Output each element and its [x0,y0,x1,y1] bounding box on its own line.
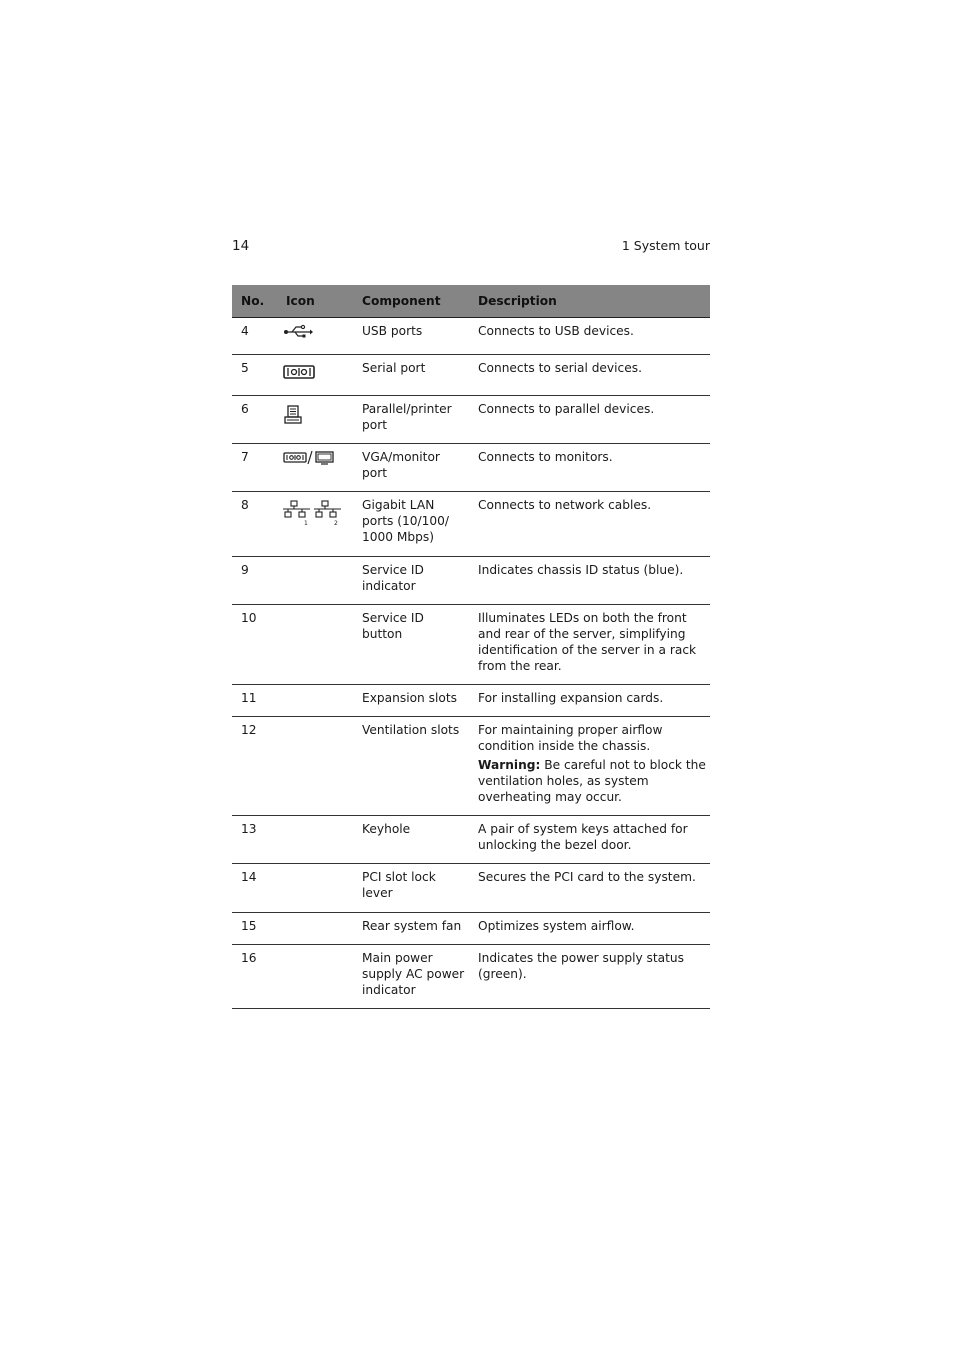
component-name: Gigabit LAN ports (10/100/ 1000 Mbps) [353,492,469,557]
icon-cell [277,557,353,605]
table-row [232,864,710,913]
component-name: Keyhole [353,816,469,864]
icon-cell [277,605,353,685]
component-name: Expansion slots [353,685,469,717]
component-description: Optimizes system airflow. [469,913,710,945]
component-name: VGA/monitor port [353,444,469,492]
icon-cell [277,318,353,355]
printer-icon [283,404,305,426]
component-name: PCI slot lock lever [353,864,469,913]
warning-note [478,757,706,805]
table-row [232,913,710,945]
row-number: 7 [232,444,277,492]
icon-cell [277,355,353,396]
icon-cell [277,913,353,945]
component-description: Connects to network cables. [469,492,710,557]
component-description: Connects to monitors. [469,444,710,492]
serial-port-icon [283,362,315,382]
row-number: 11 [232,685,277,717]
table-row [232,717,710,816]
icon-cell [277,396,353,444]
icon-cell [277,685,353,717]
row-number: 4 [232,318,277,355]
component-description: Illuminates LEDs on both the front and rear of the server, simplifying identification of the server in a rack from the rear. [469,605,710,685]
component-name: Service ID button [353,605,469,685]
vga-monitor-icon [283,450,335,466]
component-description: Secures the PCI card to the system. [469,864,710,913]
column-header-component: Component [353,285,469,318]
description-text: For maintaining proper airflow condition inside the chassis. [478,723,663,753]
component-description: A pair of system keys attached for unlocking the bezel door. [469,816,710,864]
table-row [232,605,710,685]
row-number: 13 [232,816,277,864]
component-name: Serial port [353,355,469,396]
row-number: 6 [232,396,277,444]
table-header-row [232,285,710,318]
column-header-no: No. [232,285,277,318]
component-name: Parallel/printer port [353,396,469,444]
row-number: 15 [232,913,277,945]
table-row [232,557,710,605]
table-row [232,355,710,396]
row-number: 12 [232,717,277,816]
icon-cell [277,717,353,816]
component-name: Service ID indicator [353,557,469,605]
table-row [232,396,710,444]
table-row [232,685,710,717]
row-number: 9 [232,557,277,605]
icon-cell [277,492,353,557]
component-description: Connects to parallel devices. [469,396,710,444]
component-name: Ventilation slots [353,717,469,816]
component-description: Indicates chassis ID status (blue). [469,557,710,605]
row-number: 5 [232,355,277,396]
table-row [232,816,710,864]
component-description: Connects to serial devices. [469,355,710,396]
running-header: 1 System tour [621,238,710,253]
component-description: Indicates the power supply status (green). [469,945,710,1009]
icon-cell [277,816,353,864]
lan-port-2-label: 2 [334,520,338,527]
page-number: 14 [232,238,250,254]
component-table [232,285,710,1009]
row-number: 8 [232,492,277,557]
component-name: Main power supply AC power indicator [353,945,469,1009]
component-name: USB ports [353,318,469,355]
component-description: Connects to USB devices. [469,318,710,355]
component-description: For installing expansion cards. [469,685,710,717]
table-row [232,444,710,492]
column-header-icon: Icon [277,285,353,318]
row-number: 14 [232,864,277,913]
icon-cell [277,444,353,492]
usb-icon [283,322,313,340]
icon-cell [277,864,353,913]
table-row [232,318,710,355]
column-header-description: Description [469,285,710,318]
component-description [469,717,710,816]
warning-text: Be careful not to block the ventilation holes, as system overheating may occur. [478,758,706,804]
table-row [232,492,710,557]
table-row [232,945,710,1009]
warning-label: Warning: [478,758,541,772]
row-number: 10 [232,605,277,685]
icon-cell [277,945,353,1009]
lan-ports-icon [283,498,343,528]
component-name: Rear system fan [353,913,469,945]
lan-port-1-label: 1 [304,520,308,527]
row-number: 16 [232,945,277,1009]
